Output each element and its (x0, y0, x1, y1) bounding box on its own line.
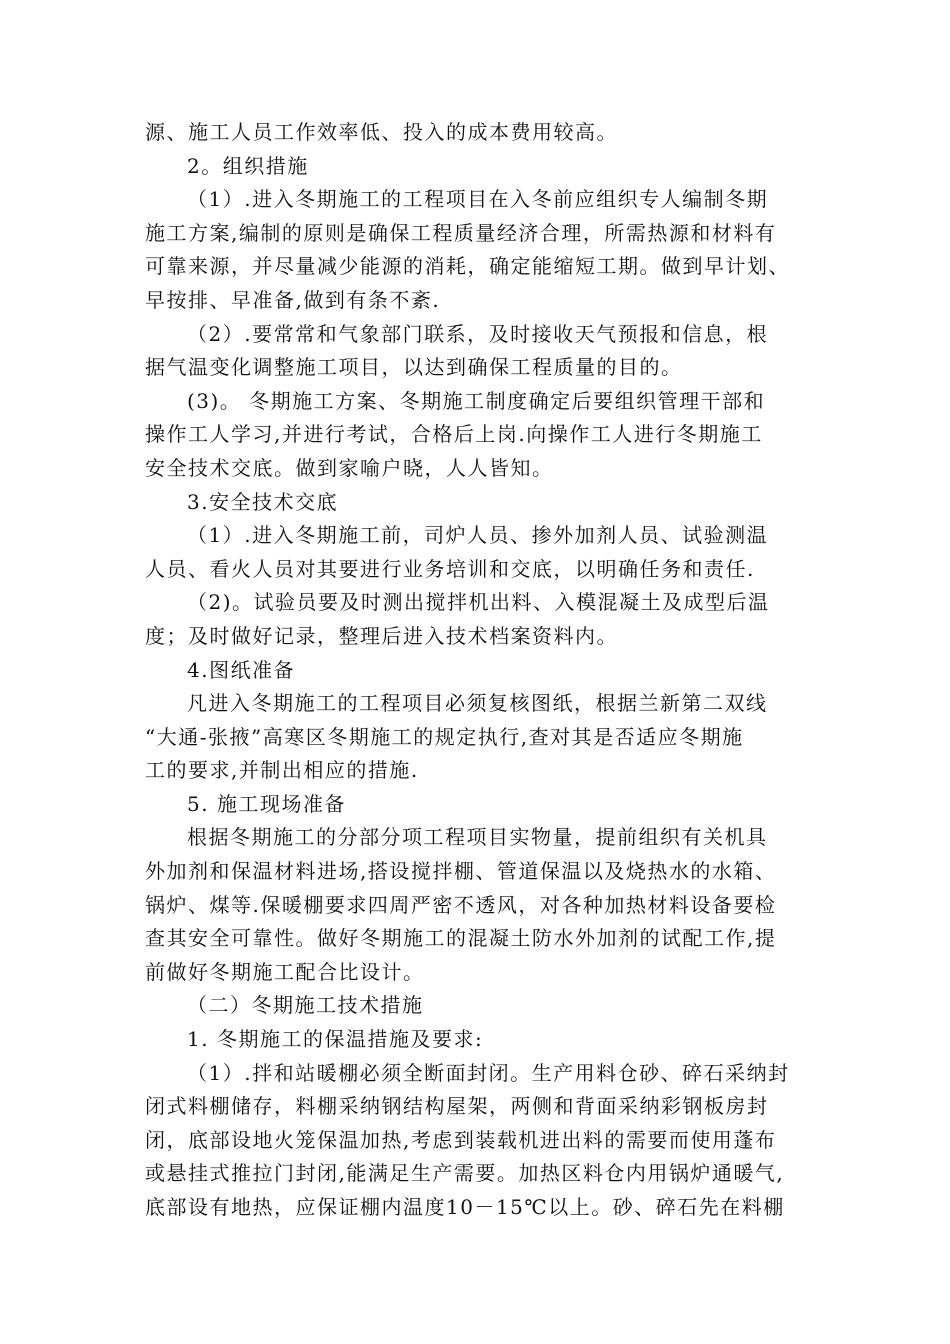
text-line: 源、施工人员工作效率低、投入的成本费用较高。 (145, 120, 618, 144)
text-line: 凡进入冬期施工的工程项目必须复核图纸，根据兰新第二双线 (187, 691, 768, 716)
text-line: 锅炉、煤等.保暖棚要求四周严密不透风，对各种加热材料设备要检 (145, 892, 777, 917)
text-line: 早按排、早准备,做到有条不紊. (145, 287, 441, 312)
text-line: 人员、看火人员对其要进行业务培训和交底，以明确任务和责任. (145, 556, 755, 581)
text-line: 闭，底部设地火笼保温加热,考虑到装载机进出料的需要而使用蓬布 (145, 1127, 777, 1152)
text-line: 闭式料棚储存，料棚采纳钢结构屋架，两侧和背面采纳彩钢板房封 (145, 1094, 769, 1119)
text-line: 4.图纸准备 (187, 657, 296, 682)
text-line: （1）.进入冬期施工前，司炉人员、掺外加剂人员、试验测温 (187, 523, 769, 548)
text-line: 5. 施工现场准备 (187, 791, 346, 816)
text-line: “大通-张掖”高寒区冬期施工的规定执行,查对其是否适应冬期施 (145, 724, 744, 749)
text-line: (3)。 冬期施工方案、冬期施工制度确定后要组织管理干部和 (187, 388, 766, 413)
text-line: 或悬挂式推拉门封闭,能满足生产需要。加热区料仓内用锅炉通暖气, (145, 1161, 785, 1186)
text-line: 工的要求,并制出相应的措施. (145, 758, 419, 783)
text-line: 据气温变化调整施工项目，以达到确保工程质量的目的。 (145, 355, 683, 380)
text-line: 外加剂和保温材料进场,搭设搅拌棚、管道保温以及烧热水的水箱、 (145, 859, 777, 884)
text-line: 1. 冬期施工的保温措施及要求: (187, 1027, 484, 1052)
text-line: 3.安全技术交底 (187, 489, 339, 514)
text-line: 根据冬期施工的分部分项工程项目实物量，提前组织有关机具 (187, 825, 768, 850)
document-body (145, 116, 805, 1225)
text-line: 施工方案,编制的原则是确保工程质量经济合理，所需热源和材料有 (145, 220, 777, 245)
text-line: 前做好冬期施工配合比设计。 (145, 959, 425, 984)
text-line: （2)。试验员要及时测出搅拌机出料、入模混凝土及成型后温 (187, 590, 770, 615)
text-line: （二）冬期施工技术措施 (187, 993, 424, 1018)
text-line: 2。组织措施 (187, 153, 309, 178)
text-line: 底部设有地热，应保证棚内温度10－15℃以上。砂、碎石先在料棚 (145, 1195, 785, 1219)
text-line: 操作工人学习,并进行考试，合格后上岗.向操作工人进行冬期施工 (145, 422, 763, 447)
text-line: 度；及时做好记录，整理后进入技术档案资料内。 (145, 623, 618, 648)
text-line: 可靠来源，并尽量减少能源的消耗，确定能缩短工期。做到早计划、 (145, 254, 790, 279)
text-line: （1）.拌和站暖棚必须全断面封闭。生产用料仓砂、碎石采纳封 (187, 1060, 790, 1085)
text-line: 安全技术交底。做到家喻户晓，人人皆知。 (145, 455, 554, 480)
text-line: （2）.要常常和气象部门联系，及时接收天气预报和信息，根 (187, 321, 769, 346)
text-line: 查其安全可靠性。做好冬期施工的混凝土防水外加剂的试配工作,提 (145, 926, 777, 951)
text-line: （1）.进入冬期施工的工程项目在入冬前应组织专人编制冬期 (187, 187, 769, 212)
